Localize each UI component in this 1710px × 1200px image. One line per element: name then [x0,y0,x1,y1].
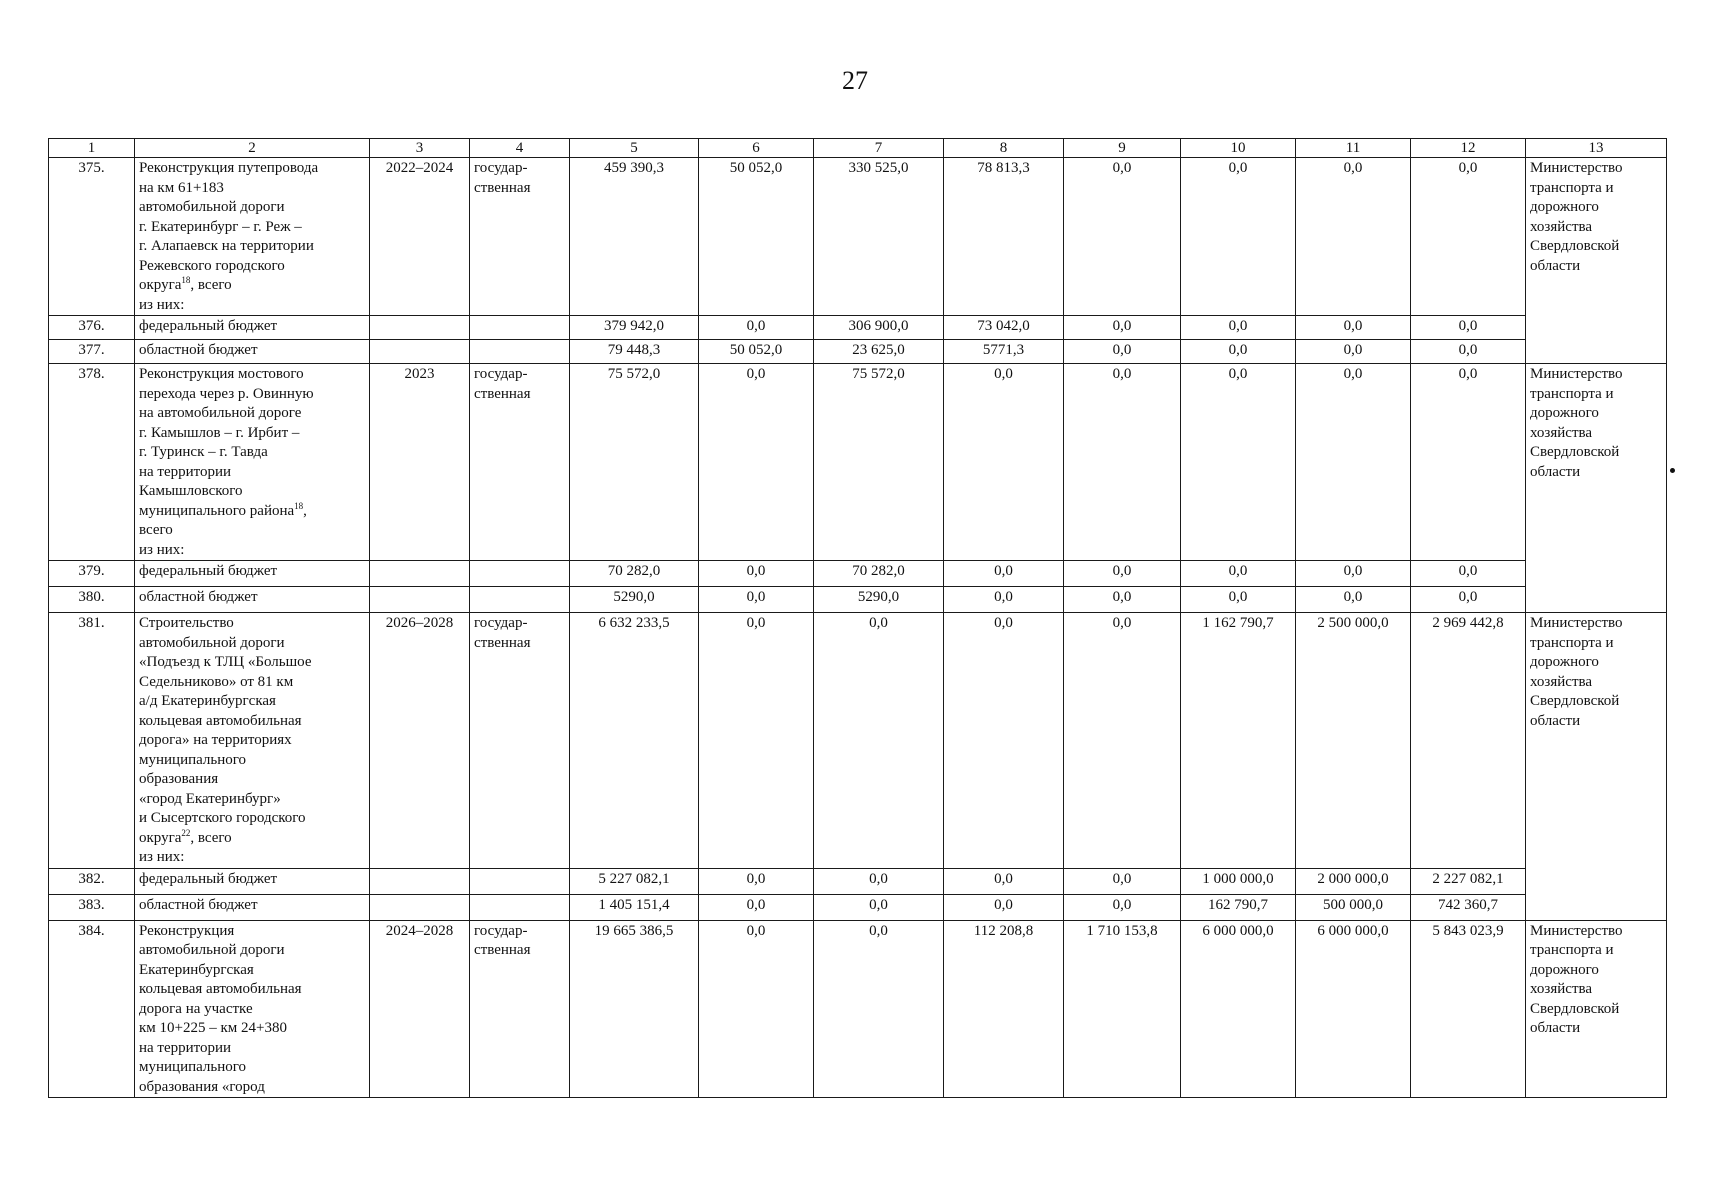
amount-cell: 0,0 [1296,158,1411,316]
project-name-line: Реконструкция мостового [139,366,304,382]
amount-cell: 0,0 [699,561,814,587]
amount-cell: 50 052,0 [699,158,814,316]
column-number: 4 [470,139,570,158]
amount-cell: 2 969 442,8 [1411,613,1526,869]
amount-cell: 70 282,0 [814,561,944,587]
amount-cell: 0,0 [1181,364,1296,561]
table-row [49,316,1667,340]
amount-cell: 0,0 [944,613,1064,869]
project-name-line: г. Алапаевск на территории [139,238,314,254]
amount-cell: 0,0 [699,613,814,869]
empty-cell [470,894,570,920]
empty-cell [370,340,470,364]
row-number: 383. [49,894,135,920]
amount-cell: 0,0 [1411,561,1526,587]
project-name-line: муниципального [139,751,247,768]
amount-cell: 70 282,0 [570,561,699,587]
amount-cell: 0,0 [1181,340,1296,364]
project-name [135,920,370,1098]
amount-cell: 0,0 [1411,158,1526,316]
amount-cell: 0,0 [699,316,814,340]
amount-cell: 2 500 000,0 [1296,613,1411,869]
amount-cell: 0,0 [814,920,944,1098]
amount-cell: 0,0 [1181,316,1296,340]
project-name-line: на км 61+183 [139,179,224,196]
page-number: 27 [842,66,868,95]
empty-cell [370,868,470,894]
amount-cell: 162 790,7 [1181,894,1296,920]
amount-cell: 23 625,0 [814,340,944,364]
amount-cell: 0,0 [1411,364,1526,561]
row-number: 379. [49,561,135,587]
project-name-line: Камышловского [139,483,243,499]
scan-dot-mark [1670,468,1675,473]
table-row [49,894,1667,920]
table-row [49,364,1667,561]
empty-cell [470,561,570,587]
responsible-agency: Министерство транспорта и дорожного хозяйства Свердловской области [1526,613,1667,921]
column-number: 11 [1296,139,1411,158]
footnote-ref: 18 [294,500,304,511]
amount-cell: 5771,3 [944,340,1064,364]
budget-source-label: областной бюджет [135,340,370,364]
column-number: 6 [699,139,814,158]
project-name-line: на территории [139,463,232,480]
project-name-line: г. Туринск – г. Тавда [139,444,268,460]
amount-cell: 0,0 [699,894,814,920]
amount-cell: 5290,0 [570,587,699,613]
amount-cell: 0,0 [814,868,944,894]
amount-cell: 1 000 000,0 [1181,868,1296,894]
column-number: 7 [814,139,944,158]
project-name-line: г. Камышлов – г. Ирбит – [139,424,300,441]
project-name-line: «город Екатеринбург» [139,790,281,807]
budget-source-label: федеральный бюджет [135,561,370,587]
budget-source-label: федеральный бюджет [135,316,370,340]
amount-cell: 459 390,3 [570,158,699,316]
amount-cell: 0,0 [944,587,1064,613]
amount-cell: 5 227 082,1 [570,868,699,894]
footnote-ref: 22 [181,827,191,838]
amount-cell: 0,0 [1411,340,1526,364]
project-name-line: перехода через р. Овинную [139,385,314,402]
implementation-years: 2024–2028 [370,920,470,1098]
amount-cell: 0,0 [1064,158,1181,316]
amount-cell: 0,0 [944,364,1064,561]
amount-cell: 0,0 [699,587,814,613]
amount-cell: 2 000 000,0 [1296,868,1411,894]
project-name-line: на автомобильной дороге [139,405,302,421]
amount-cell: 6 000 000,0 [1296,920,1411,1098]
project-name-line: округа [139,277,182,293]
table-row [49,920,1667,1098]
empty-cell [470,340,570,364]
responsible-agency: Министерство транспорта и дорожного хозяйства Свердловской области [1526,364,1667,613]
table-row [49,561,1667,587]
amount-cell: 0,0 [1064,316,1181,340]
project-name-line: автомобильной дороги [139,634,285,651]
amount-cell: 0,0 [1296,340,1411,364]
amount-cell: 0,0 [1411,316,1526,340]
project-name-end: , всего из них: [139,277,232,313]
project-name-line: кольцевая автомобильная [139,712,302,729]
responsible-agency: Министерство транспорта и дорожного хозяйства Свердловской области [1526,158,1667,364]
amount-cell: 0,0 [1064,364,1181,561]
amount-cell: 306 900,0 [814,316,944,340]
amount-cell: 0,0 [1064,561,1181,587]
project-name-line: образования [139,771,219,787]
amount-cell: 0,0 [814,894,944,920]
budget-source-label: областной бюджет [135,894,370,920]
empty-cell [370,561,470,587]
amount-cell: 1 405 151,4 [570,894,699,920]
amount-cell: 6 632 233,5 [570,613,699,869]
amount-cell: 0,0 [699,920,814,1098]
row-number: 384. [49,920,135,1098]
row-number: 375. [49,158,135,316]
empty-cell [470,587,570,613]
project-name-line: Екатеринбургская [139,961,254,978]
amount-cell: 0,0 [1064,340,1181,364]
project-name-end: , всего из них: [139,502,307,558]
property-level: государ- ственная [470,364,570,561]
empty-cell [370,587,470,613]
amount-cell: 0,0 [1181,158,1296,316]
amount-cell: 0,0 [1296,364,1411,561]
amount-cell: 0,0 [944,894,1064,920]
row-number: 381. [49,613,135,869]
implementation-years: 2022–2024 [370,158,470,316]
row-number: 380. [49,587,135,613]
project-name-line: дорога на участке [139,1000,253,1017]
project-name-line: Реконструкция путепровода [139,160,319,176]
column-number: 12 [1411,139,1526,158]
budget-source-label: федеральный бюджет [135,868,370,894]
property-level: государ- ственная [470,613,570,869]
amount-cell: 0,0 [814,613,944,869]
amount-cell: 0,0 [1296,587,1411,613]
project-name [135,158,370,316]
project-name-line: дорога» на территориях [139,732,292,748]
amount-cell: 19 665 386,5 [570,920,699,1098]
column-number: 2 [135,139,370,158]
amount-cell: 50 052,0 [699,340,814,364]
row-number: 376. [49,316,135,340]
amount-cell: 73 042,0 [944,316,1064,340]
column-number: 8 [944,139,1064,158]
table-row [49,868,1667,894]
amount-cell: 1 162 790,7 [1181,613,1296,869]
amount-cell: 0,0 [1296,316,1411,340]
amount-cell: 0,0 [699,364,814,561]
table-row [49,613,1667,869]
amount-cell: 75 572,0 [570,364,699,561]
amount-cell: 0,0 [944,868,1064,894]
responsible-agency: Министерство транспорта и дорожного хозяйства Свердловской области [1526,920,1667,1098]
amount-cell: 0,0 [699,868,814,894]
project-name-end: , всего из них: [139,829,232,865]
project-name-line: на территории [139,1039,232,1056]
column-number: 1 [49,139,135,158]
amount-cell: 0,0 [1411,587,1526,613]
project-name-line: Реконструкция [139,922,235,939]
project-name-line: г. Екатеринбург – г. Реж – [139,218,302,235]
project-name-line: кольцевая автомобильная [139,981,302,997]
project-name-line: а/д Екатеринбургская [139,693,276,709]
empty-cell [470,868,570,894]
amount-cell: 0,0 [944,561,1064,587]
project-name-line: и Сысертского городского [139,810,306,826]
project-name-line: «Подъезд к ТЛЦ «Большое [139,654,312,670]
project-name [135,364,370,561]
amount-cell: 0,0 [1064,613,1181,869]
empty-cell [470,316,570,340]
amount-cell: 0,0 [1064,894,1181,920]
amount-cell: 78 813,3 [944,158,1064,316]
budget-source-label: областной бюджет [135,587,370,613]
amount-cell: 742 360,7 [1411,894,1526,920]
row-number: 378. [49,364,135,561]
footnote-ref: 18 [181,275,191,285]
amount-cell: 79 448,3 [570,340,699,364]
column-number: 13 [1526,139,1667,158]
project-name-line: муниципального района [139,502,295,519]
amount-cell: 0,0 [1064,868,1181,894]
project-name [135,613,370,869]
column-number: 9 [1064,139,1181,158]
budget-table [48,138,1667,1098]
amount-cell: 75 572,0 [814,364,944,561]
amount-cell: 379 942,0 [570,316,699,340]
amount-cell: 0,0 [1181,561,1296,587]
amount-cell: 6 000 000,0 [1181,920,1296,1098]
row-number: 382. [49,868,135,894]
row-number: 377. [49,340,135,364]
column-number: 10 [1181,139,1296,158]
amount-cell: 330 525,0 [814,158,944,316]
column-number: 5 [570,139,699,158]
column-number: 3 [370,139,470,158]
empty-cell [370,316,470,340]
amount-cell: 0,0 [1064,587,1181,613]
table-row [49,158,1667,316]
empty-cell [370,894,470,920]
amount-cell: 1 710 153,8 [1064,920,1181,1098]
project-name-line: Строительство [139,615,234,631]
amount-cell: 112 208,8 [944,920,1064,1098]
project-name-line: автомобильной дороги [139,942,285,958]
amount-cell: 2 227 082,1 [1411,868,1526,894]
implementation-years: 2026–2028 [370,613,470,869]
project-name-line: Седельниково» от 81 км [139,673,294,690]
project-name-line: км 10+225 – км 24+380 [139,1020,287,1036]
amount-cell: 500 000,0 [1296,894,1411,920]
project-name-line: образования «город [139,1078,265,1095]
amount-cell: 5 843 023,9 [1411,920,1526,1098]
property-level: государ- ственная [470,920,570,1098]
column-number-row [49,139,1667,158]
table-row [49,587,1667,613]
property-level: государ- ственная [470,158,570,316]
project-name-line: автомобильной дороги [139,199,285,215]
amount-cell: 0,0 [1296,561,1411,587]
amount-cell: 5290,0 [814,587,944,613]
table-row [49,340,1667,364]
project-name-line: муниципального [139,1059,247,1075]
project-name-line: округа [139,829,182,846]
amount-cell: 0,0 [1181,587,1296,613]
implementation-years: 2023 [370,364,470,561]
project-name-line: Режевского городского [139,257,285,274]
